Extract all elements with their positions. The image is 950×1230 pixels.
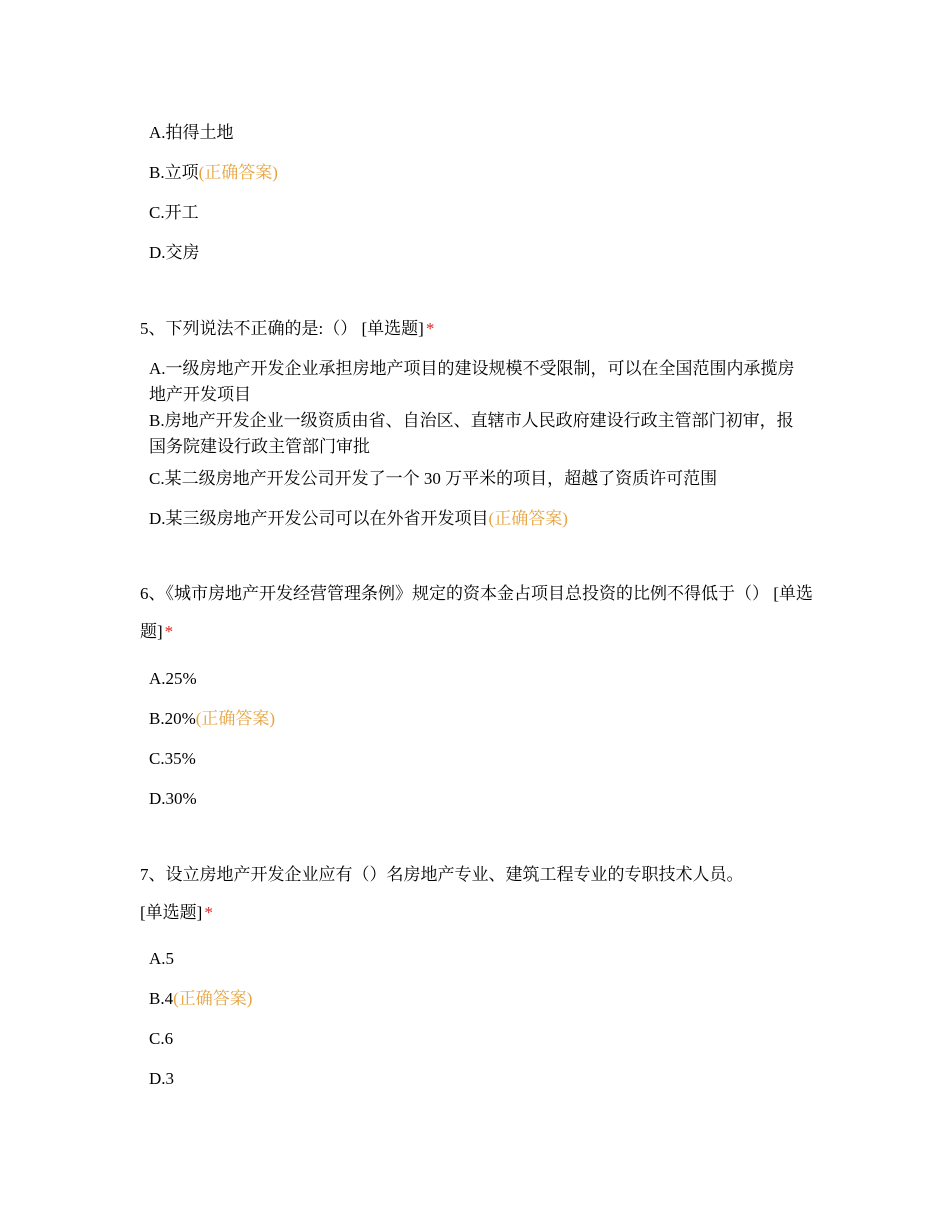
option-d: D.交房 <box>149 243 200 262</box>
correct-answer-marker: (正确答案) <box>198 163 278 182</box>
correct-answer-marker: (正确答案) <box>488 509 568 528</box>
option-c: C.某二级房地产开发公司开发了一个 30 万平米的项目，超越了资质许可范围 <box>149 469 718 488</box>
required-marker: * <box>164 622 174 641</box>
option-c: C.开工 <box>149 203 199 222</box>
question-title: 7、设立房地产开发企业应有（）名房地产专业、建筑工程专业的专职技术人员。 [单选题] * <box>140 865 744 922</box>
option-d: D.30% <box>149 789 197 808</box>
question-title: 5、下列说法不正确的是:（） [单选题] * <box>140 319 435 338</box>
option-b: B.立项(正确答案) <box>149 163 278 182</box>
option-d: D.某三级房地产开发公司可以在外省开发项目(正确答案) <box>149 509 568 528</box>
required-marker: * <box>425 319 435 338</box>
correct-answer-marker: (正确答案) <box>173 989 253 1008</box>
question-5 <box>140 310 820 348</box>
option-b: B.20%(正确答案) <box>149 709 276 728</box>
option-b: B.房地产开发企业一级资质由省、自治区、直辖市人民政府建设行政主管部门初审，报国务院建设行政主管部门审批 <box>149 411 794 456</box>
option-c: C.35% <box>149 749 196 768</box>
question-6 <box>140 575 820 651</box>
required-marker: * <box>204 903 213 922</box>
question-title: 6、《城市房地产开发经营管理条例》规定的资本金占项目总投资的比例不得低于（） [单选题] * <box>140 584 813 641</box>
option-c: C.6 <box>149 1029 174 1048</box>
correct-answer-marker: (正确答案) <box>195 709 276 728</box>
option-a: A.拍得土地 <box>149 123 234 142</box>
option-d: D.3 <box>149 1069 175 1088</box>
option-a: A.25% <box>149 669 197 688</box>
question-7 <box>140 856 820 932</box>
option-a: A.5 <box>149 949 175 968</box>
option-a: A.一级房地产开发企业承担房地产项目的建设规模不受限制，可以在全国范围内承揽房地产开发项目 <box>149 359 795 404</box>
option-b: B.4(正确答案) <box>149 989 253 1008</box>
